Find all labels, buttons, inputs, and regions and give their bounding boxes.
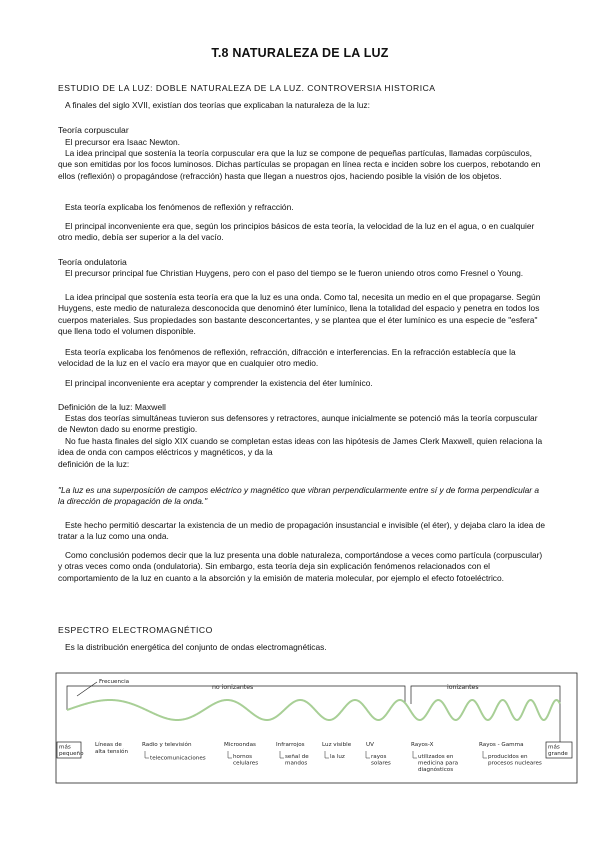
mas-grande-line1: más	[548, 744, 560, 751]
band-use: mandos	[285, 760, 308, 767]
ondulatoria-paragraph-2	[58, 292, 546, 338]
mas-grande-line2: grande	[548, 751, 568, 757]
espectro-p1-text: Es la distribución energética del conjunto de ondas electromagnéticas.	[65, 642, 327, 652]
corpuscular-p2-text: La idea principal que sostenía la teoría corpuscular era que la luz se compone de pequeñas partículas, llamadas corpúsculos, que son emitidas por los focos luminosos. Dichas partículas se propagan en línea recta e inciden sobre los cuerpos, rebotando en ellos (reflexión) o propagándose (refracción) hasta que llegan a nuestros ojos, haciendo posible la visión de los objetos.	[58, 148, 541, 181]
band-use: procesos nucleares	[488, 760, 542, 767]
band-lineas	[95, 741, 128, 755]
no-ionizantes-label: no ionizantes	[212, 684, 254, 691]
intro-text: A finales del siglo XVII, existían dos teorías que explicaban la naturaleza de la luz:	[65, 100, 370, 110]
espectro-paragraph	[58, 642, 546, 653]
section-heading-espectro: ESPECTRO ELECTROMAGNÉTICO	[58, 625, 213, 635]
band-use: utilizados en	[418, 754, 454, 760]
ondulatoria-heading: Teoría ondulatoria	[58, 257, 127, 267]
ondulatoria-p3-text: Esta teoría explicaba los fenómenos de reflexión, refracción, difracción e interferencias. En la refracción establecía que la velocidad de la luz en el vacío era mayor que en cualquier otro medio.	[58, 347, 516, 369]
ondulatoria-paragraph-1	[58, 268, 546, 279]
maxwell-paragraph-1	[58, 413, 546, 436]
band-name: Microondas	[224, 742, 256, 748]
corpuscular-p4-text: El principal inconveniente era que, según los principios básicos de esta teoría, la velocidad de la luz en el agua, o en cualquier otro medio, debía ser superior a la del vacío.	[58, 221, 535, 243]
maxwell-paragraph-3	[58, 520, 546, 543]
arrow-icon	[413, 751, 417, 758]
band-use: hornos	[233, 754, 253, 760]
band-use: medicina para	[418, 760, 459, 767]
band-rayos-gamma	[479, 742, 542, 767]
maxwell-heading: Definición de la luz: Maxwell	[58, 402, 166, 412]
mas-pequeno-line1: más	[59, 744, 71, 751]
band-uv	[366, 742, 391, 767]
maxwell-p1-text: Estas dos teorías simultáneas tuvieron sus defensores y retractores, aunque inicialmente se potenció más la teoría corpuscular de Newton dado su enorme prestigio.	[58, 413, 538, 435]
diagram-frame	[56, 673, 577, 783]
arrow-icon	[366, 751, 370, 758]
band-name: Radio y televisión	[142, 742, 192, 748]
ondulatoria-p2-text: La idea principal que sostenía esta teoría era que la luz es una onda. Como tal, necesita un medio en el que propagarse. Según Huygens, este medio de naturaleza desconocida que denominó éter lumínico, llena la totalidad del espacio y penetra en todos los cuerpos materiales. Sus propiedades son bastante desconcertantes, y se plantea que el éter lumínico es una especie de "esfera" que llena todo el volumen disponible.	[58, 292, 541, 337]
maxwell-p3-text: Este hecho permitió descartar la existencia de un medio de propagación insustancial e invisible (el éter), y dejaba claro la idea de tratar a la luz como una onda.	[58, 520, 545, 542]
arrow-icon	[325, 751, 329, 758]
maxwell-paragraph-4	[58, 550, 546, 584]
ondulatoria-p1-text: El precursor principal fue Christian Huygens, pero con el paso del tiempo se le fueron uniendo otros como Fresnel o Young.	[65, 268, 524, 278]
band-use: la luz	[330, 754, 345, 760]
band-name: Infrarrojos	[276, 742, 305, 748]
band-microondas	[224, 742, 258, 767]
band-name: Rayos - Gamma	[479, 742, 524, 748]
arrow-icon	[483, 751, 487, 758]
corpuscular-heading: Teoría corpuscular	[58, 125, 129, 135]
maxwell-paragraph-2	[58, 436, 546, 470]
ondulatoria-paragraph-4	[58, 378, 546, 389]
band-name: UV	[366, 742, 374, 748]
frecuencia-label: Frecuencia	[99, 679, 130, 685]
maxwell-p4-text: Como conclusión podemos decir que la luz presenta una doble naturaleza, comportándose a veces como partícula (corpuscular) y otras veces como onda (ondulatoria). Sin embargo, esta teoría deja sin explicación fenómenos relacionados con el comportamiento de la luz en cuanto a la absorción y la emisión de materia molecular, por ejemplo el efecto fotoeléctrico.	[58, 550, 543, 583]
section-heading-estudio: ESTUDIO DE LA LUZ: DOBLE NATURALEZA DE LA LUZ. CONTROVERSIA HISTORICA	[58, 83, 436, 93]
ionizantes-label: ionizantes	[447, 684, 479, 691]
mas-pequeno-line2: pequeño	[59, 751, 84, 757]
band-use: producidos en	[488, 754, 528, 760]
band-name: Luz visible	[322, 742, 352, 748]
band-radio-tv	[142, 741, 206, 762]
band-use: celulares	[233, 760, 259, 767]
maxwell-p2a-text: No fue hasta finales del siglo XIX cuando se completan estas ideas con las hipótesis de James Clerk Maxwell, quien relaciona la idea de onda con campos eléctricos y magnéticos, y da la	[58, 436, 543, 458]
band-use: telecomunicaciones	[150, 755, 206, 762]
band-name: Líneas de	[95, 742, 122, 748]
intro-paragraph	[58, 100, 546, 111]
electromagnetic-spectrum-diagram	[55, 672, 578, 784]
band-use: señal de	[285, 754, 309, 760]
band-infrarrojos	[276, 742, 309, 767]
band-luz-visible	[322, 742, 352, 760]
ionizantes-bracket	[411, 686, 560, 742]
corpuscular-paragraph-2	[58, 148, 546, 182]
band-use: solares	[371, 760, 391, 767]
arrow-icon	[145, 751, 149, 758]
band-rayos-x	[411, 742, 458, 773]
ondulatoria-p4-text: El principal inconveniente era aceptar y comprender la existencia del éter lumínico.	[65, 378, 373, 388]
ondulatoria-paragraph-3	[58, 347, 546, 370]
band-name: Rayos-X	[411, 742, 434, 748]
corpuscular-p3-text: Esta teoría explicaba los fenómenos de reflexión y refracción.	[65, 202, 294, 212]
maxwell-p2b-text: definición de la luz:	[58, 458, 130, 469]
maxwell-quote: "La luz es una superposición de campos eléctrico y magnético que vibran perpendicularmente entre sí y de forma perpendicular a la dirección de propagación de la onda."	[58, 485, 540, 507]
page-title: T.8 NATURALEZA DE LA LUZ	[211, 46, 389, 60]
band-use: rayos	[371, 754, 387, 760]
corpuscular-paragraph-1	[58, 137, 546, 148]
band-use: diagnósticos	[418, 767, 454, 773]
corpuscular-p1-text: El precursor era Isaac Newton.	[65, 137, 180, 147]
arrow-icon	[228, 751, 232, 758]
corpuscular-paragraph-4	[58, 221, 546, 244]
frecuencia-pointer	[77, 682, 97, 696]
arrow-icon	[280, 751, 284, 758]
frequency-wave	[67, 700, 560, 720]
corpuscular-paragraph-3	[58, 202, 546, 213]
band-name: alta tensión	[95, 749, 128, 755]
